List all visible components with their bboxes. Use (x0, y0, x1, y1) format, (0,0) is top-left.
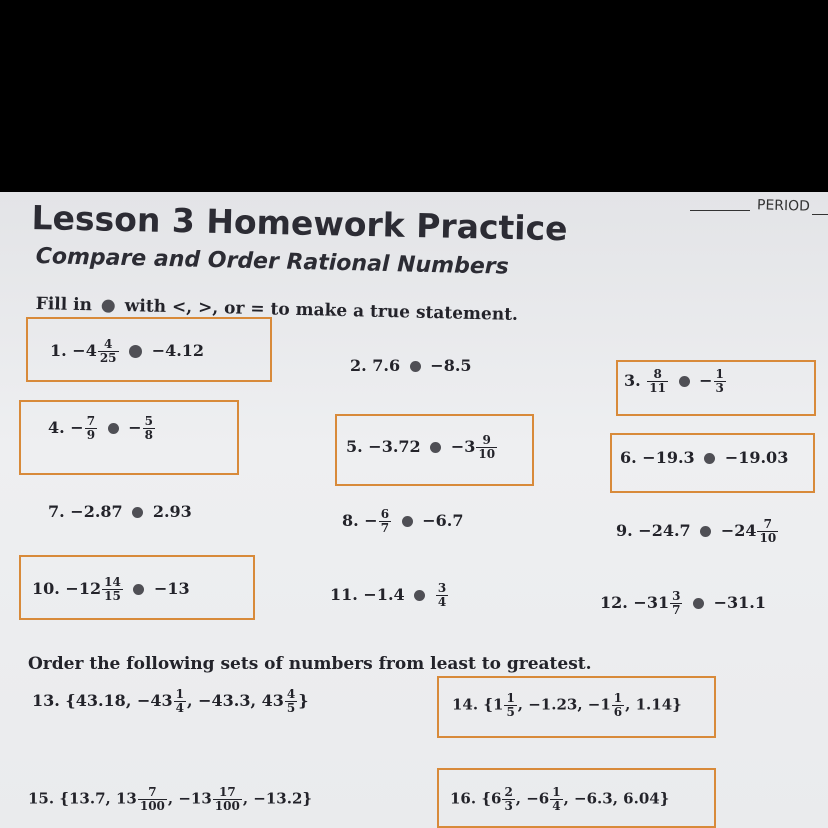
problem-number: 2. (350, 356, 367, 375)
problem-number: 3. (624, 371, 641, 390)
numerator: 1 (715, 367, 724, 381)
numerator: 3 (672, 589, 681, 603)
fraction (379, 508, 391, 535)
fraction (550, 786, 562, 813)
denominator: 25 (99, 351, 117, 365)
problem-number: 8. (342, 511, 359, 530)
right-value: −31.1 (713, 593, 766, 612)
denominator: 100 (214, 799, 240, 813)
instr-part2: with <, >, or = to make a true statement. (124, 296, 519, 325)
answer-dot[interactable] (430, 442, 441, 453)
problem-number: 6. (620, 448, 637, 467)
numerator: 6 (380, 507, 390, 521)
denominator: 4 (175, 701, 184, 715)
set-part: , −13 (167, 789, 212, 808)
problem-number: 14. (452, 695, 479, 714)
numerator: 9 (476, 434, 497, 448)
problem-15 (28, 786, 312, 813)
dot-symbol-icon (102, 299, 115, 312)
problem-1 (50, 338, 204, 365)
denominator: 8 (144, 428, 153, 442)
problem-9 (616, 518, 779, 545)
fraction (102, 576, 123, 603)
fraction (476, 434, 497, 461)
set-part: , −13.2} (242, 789, 313, 808)
period-label: PERIOD (756, 197, 811, 215)
problem-7 (48, 502, 192, 521)
problem-10 (32, 576, 190, 603)
problem-2 (350, 356, 472, 375)
right-value: −19.03 (724, 448, 789, 467)
problem-number: 13. (32, 691, 60, 710)
fraction (85, 415, 97, 442)
fraction (213, 786, 242, 813)
set-part: {13.7, 13 (59, 789, 137, 808)
set-part: , 1.14} (625, 695, 682, 714)
problem-number: 1. (50, 341, 67, 360)
numerator: 1 (552, 785, 561, 799)
numerator: 7 (86, 414, 96, 428)
denominator: 3 (504, 799, 513, 813)
set-part: } (298, 691, 309, 710)
sign: − (699, 371, 713, 390)
denominator: 15 (104, 589, 121, 603)
denominator: 7 (380, 521, 390, 535)
left-value: −31 (633, 593, 670, 612)
denominator: 5 (506, 705, 515, 719)
problem-14 (452, 692, 682, 719)
problem-16 (450, 786, 669, 813)
right-value: 2.93 (152, 502, 192, 521)
denominator: 6 (613, 705, 623, 719)
denominator: 10 (478, 447, 496, 461)
right-value: −4.12 (151, 341, 205, 360)
problem-6 (620, 448, 788, 467)
answer-dot[interactable] (700, 526, 711, 537)
answer-dot[interactable] (704, 453, 715, 464)
problem-number: 9. (616, 521, 633, 540)
answer-dot[interactable] (108, 423, 119, 434)
problem-12 (600, 590, 766, 617)
numerator: 5 (144, 414, 153, 428)
numerator: 1 (506, 691, 515, 705)
answer-dot[interactable] (693, 598, 704, 609)
set-part: {43.18, −43 (65, 691, 173, 710)
problem-number: 16. (450, 789, 477, 808)
numerator: 17 (213, 786, 242, 800)
numerator: 4 (286, 687, 296, 701)
numerator: 8 (647, 368, 668, 382)
set-part: {1 (483, 695, 504, 714)
answer-dot[interactable] (132, 507, 143, 518)
numerator: 14 (104, 575, 121, 589)
answer-dot[interactable] (129, 345, 142, 358)
fraction (714, 368, 726, 395)
numerator: 4 (98, 338, 119, 352)
denominator: 11 (649, 381, 666, 395)
fraction (174, 688, 186, 715)
answer-dot[interactable] (133, 584, 144, 595)
answer-dot[interactable] (402, 516, 413, 527)
fraction (143, 415, 155, 442)
problem-number: 11. (330, 585, 358, 604)
problem-number: 4. (48, 418, 65, 437)
page-subtitle: Compare and Order Rational Numbers (35, 244, 510, 280)
denominator: 3 (715, 381, 724, 395)
answer-dot[interactable] (414, 590, 425, 601)
set-part: , −6 (515, 789, 550, 808)
denominator: 7 (672, 603, 681, 617)
instr-part1: Fill in (35, 294, 93, 316)
left-value: −24.7 (638, 521, 691, 540)
right-value: −8.5 (430, 356, 472, 375)
fraction (504, 692, 516, 719)
left-value: −3.72 (368, 437, 421, 456)
fraction (612, 692, 624, 719)
right-value: −24 (720, 521, 757, 540)
numerator: 1 (613, 691, 623, 705)
problem-number: 7. (48, 502, 65, 521)
problem-number: 5. (346, 437, 363, 456)
denominator: 4 (552, 799, 561, 813)
left-value: −19.3 (642, 448, 695, 467)
fraction (138, 786, 167, 813)
fraction (436, 582, 448, 609)
denominator: 9 (86, 428, 96, 442)
sign: − (70, 418, 84, 437)
sign: − (364, 511, 378, 530)
fraction (670, 590, 682, 617)
left-value: −1.4 (363, 585, 405, 604)
right-value: −13 (153, 579, 190, 598)
left-value: −2.87 (70, 502, 123, 521)
period-line (812, 214, 828, 215)
left-value: −12 (65, 579, 102, 598)
name-line (690, 210, 750, 211)
problem-number: 10. (32, 579, 60, 598)
numerator: 2 (504, 785, 513, 799)
denominator: 100 (139, 799, 165, 813)
problem-8 (342, 508, 463, 535)
fraction (647, 368, 668, 395)
problem-3 (624, 368, 727, 395)
answer-dot[interactable] (679, 376, 690, 387)
problem-4 (48, 415, 156, 442)
denominator: 10 (759, 531, 777, 545)
set-part: {6 (481, 789, 502, 808)
denominator: 5 (286, 701, 296, 715)
numerator: 3 (437, 581, 447, 595)
order-instructions: Order the following sets of numbers from least to greatest. (28, 654, 592, 674)
fraction (285, 688, 297, 715)
left-value: 7.6 (372, 356, 401, 375)
set-part: , −1.23, −1 (517, 695, 611, 714)
worksheet-page (0, 192, 828, 828)
sign: − (128, 418, 142, 437)
problem-number: 12. (600, 593, 628, 612)
problem-number: 15. (28, 789, 55, 808)
answer-dot[interactable] (410, 361, 421, 372)
right-value: −6.7 (422, 511, 464, 530)
problem-11 (330, 582, 449, 609)
fraction (98, 338, 119, 365)
set-part: , −43.3, 43 (186, 691, 284, 710)
fraction (757, 518, 778, 545)
left-value: −4 (72, 341, 97, 360)
problem-13 (32, 688, 309, 715)
right-value: −3 (450, 437, 476, 456)
numerator: 7 (138, 786, 167, 800)
lesson-title: Lesson 3 Homework Practice (31, 198, 568, 249)
problem-5 (346, 434, 498, 461)
set-part: , −6.3, 6.04} (563, 789, 670, 808)
denominator: 4 (437, 595, 447, 609)
numerator: 1 (175, 687, 184, 701)
fraction (502, 786, 514, 813)
numerator: 7 (757, 518, 778, 532)
